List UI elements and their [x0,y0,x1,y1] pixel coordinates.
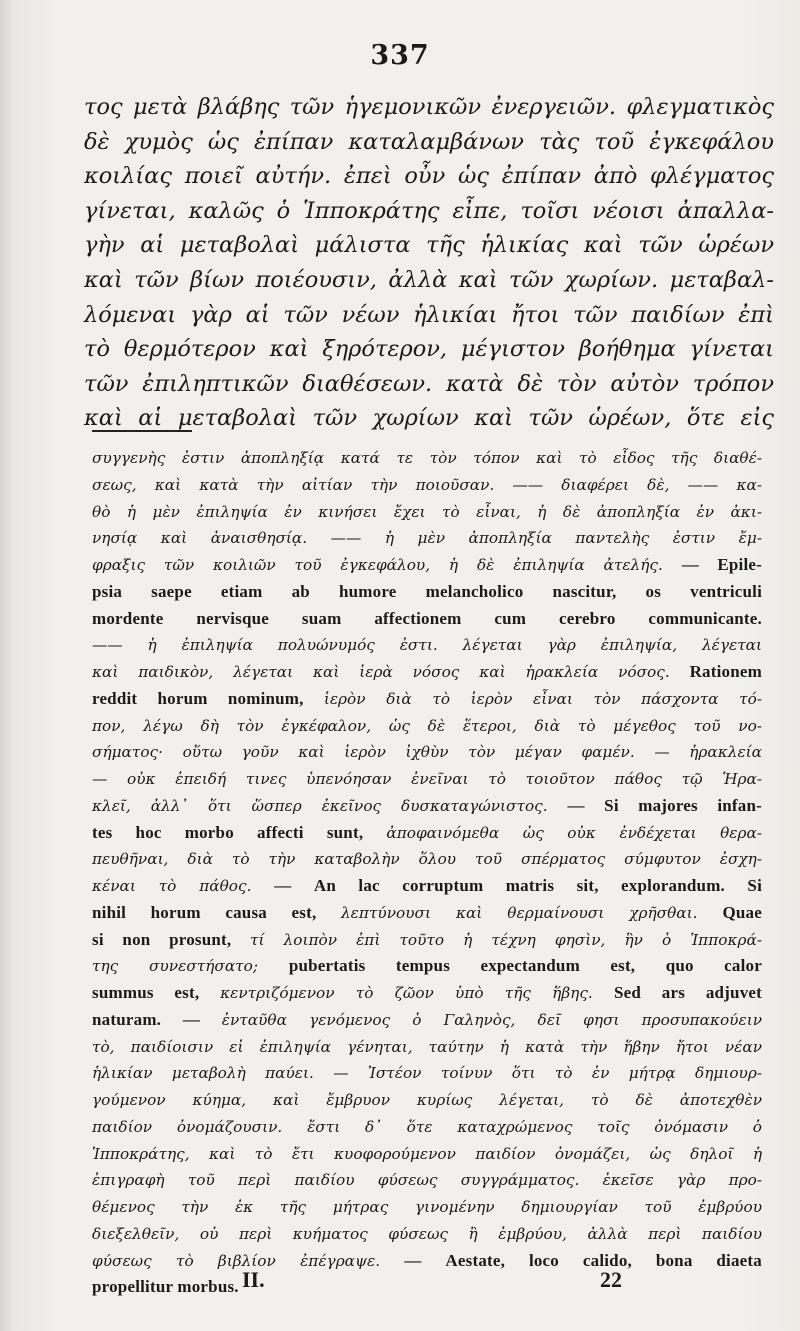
greek-segment: παιδίον ὀνομάζουσιν. ἔστι δ᾽ ὅτε καταχρώμενος τοῖς ὀνόμασιν ὁ [92,1117,762,1136]
greek-segment: τί λοιπὸν ἐπὶ τοῦτο ἡ τέχνη φησὶν, ἣν ὁ Ἱπποκρά- [250,930,762,949]
greek-segment: νησίᾳ καὶ ἀναισθησίᾳ. —— ἡ μὲν ἀποπληξία παντελὴς ἐστιν ἔμ- [92,529,762,548]
main-text-line: τὸ θερμότερον καὶ ξηρότερον, μέγιστον βοήθημα γίνεται [84,336,774,363]
main-text-line: κοιλίας ποιεῖ αὐτήν. ἐπεὶ οὖν ὡς ἐπίπαν ἀπὸ φλέγματος [84,163,774,190]
latin-segment: si non prosunt, [92,929,250,949]
latin-segment: tes hoc morbo affecti sunt, [92,822,387,842]
main-text-line: καὶ αἱ μεταβολαὶ τῶν χωρίων καὶ τῶν ὡρέων, ὅτε εἰς [84,405,774,432]
footnote-line [92,525,762,552]
latin-segment: summus est, [92,983,221,1002]
footnote-line [92,1221,762,1248]
latin-segment: — Aestate, loco calido, bona diaeta [404,1250,762,1270]
latin-segment: — Si majores infan- [567,795,762,815]
footnote-line [92,552,762,579]
latin-segment: pubertatis tempus expectandum est, quo calor [288,956,762,976]
footnote-line [92,873,762,900]
greek-segment: κλεῖ, ἀλλ᾽ ὅτι ὥσπερ ἐκεῖνος δυσκαταγώνιστος. [92,796,568,815]
footnote-line [92,606,762,633]
latin-segment: nihil horum causa est, [92,902,341,922]
greek-segment: της συνεστήσατο; [92,957,289,976]
footnote-line [92,1034,762,1061]
latin-segment: Sed ars adjuvet [613,983,763,1002]
latin-segment: psia saepe etiam ab humore melancholico nascitur, os ventriculi [92,581,762,601]
main-text-line: δὲ χυμὸς ὡς ἐπίπαν καταλαμβάνων τὰς τοῦ ἐγκεφάλου [84,128,774,155]
greek-segment: ἐνταῦθα γενόμενος ὁ Γαληνὸς, δεῖ φησι προσυπακούειν [221,1010,762,1029]
footnote-line [92,953,762,980]
greek-segment: ἀποφαινόμεθα ὡς οὐκ ἐνδέχεται θερα- [386,823,762,842]
greek-segment: φύσεως τὸ βιβλίον ἐπέγραψε. [92,1251,405,1270]
main-text-block [84,90,774,436]
footnote-line [92,445,762,472]
greek-segment: λεπτύνουσι καὶ θερμαίνουσι χρῆσθαι. [340,903,723,922]
greek-segment: κέναι τὸ πάθος. [92,877,275,895]
latin-segment: — Epile- [681,555,762,574]
footnote-line [92,820,762,847]
footnote-block [92,445,762,1301]
greek-segment: θέμενος τὴν ἐκ τῆς μήτρας γινομένην δημιουργίαν τοῦ ἐμβρύου [92,1198,762,1216]
footnote-line [92,739,762,766]
latin-segment: naturam. — [92,1009,222,1029]
greek-segment: κεντριζόμενον τὸ ζῶον ὑπὸ τῆς ἥβης. [220,984,614,1002]
footnote-line [92,686,762,713]
greek-segment: —— ἡ ἐπιληψία πολυώνυμός ἐστι. λέγεται γὰρ ἐπιληψία, λέγεται [92,636,762,655]
footnote-line [92,632,762,659]
footnote-line [92,846,762,873]
greek-segment: διεξελθεῖν, οὐ περὶ κυήματος φύσεως ἢ ἐμβρύου, ἀλλὰ περὶ παιδίου [92,1224,762,1243]
footnote-line [92,766,762,793]
footnote-line [92,1007,762,1034]
main-text-line: λόμεναι γὰρ αἱ τῶν νέων ἡλικίαι ἤτοι τῶν παιδίων ἐπὶ [84,301,774,328]
footnote-line [92,1274,762,1301]
footnote-line [92,927,762,954]
footnote-line [92,1087,762,1114]
greek-segment: θὸ ἡ μὲν ἐπιληψία ἐν κινήσει ἔχει τὸ εἶναι, ἡ δὲ ἀποπληξία ἐν ἀκι- [92,502,762,521]
footnote-separator [92,430,192,432]
footnote-line [92,1141,762,1168]
greek-segment: πευθῆναι, διὰ τὸ τὴν καταβολὴν ὅλου τοῦ σπέρματος σύμφυτον ἐσχη- [92,850,762,869]
greek-segment: σεως, καὶ κατὰ τὴν αἰτίαν τὴν ποιοῦσαν. —— διαφέρει δὲ, —— κα- [92,475,762,494]
greek-segment: πον, λέγω δὴ τὸν ἐγκέφαλον, ὡς δὲ ἕτεροι, διὰ τὸ μέγεθος τοῦ νο- [92,716,762,735]
greek-segment: σήματος· οὕτω γοῦν καὶ ἱερὸν ἰχθὺν τὸν μέγαν φαμέν. — ἡρακλεία [92,743,762,762]
footnote-line [92,579,762,606]
latin-segment: propellitur morbus. [92,1277,239,1297]
page-number: 337 [370,40,430,71]
footnote-line [92,1194,762,1221]
footnote-line [92,659,762,686]
footnote-line [92,1248,762,1275]
footnote-line [92,1167,762,1194]
main-text-line: γὴν αἱ μεταβολαὶ μάλιστα τῆς ἡλικίας καὶ τῶν ὡρέων [84,232,774,259]
latin-segment: Rationem [689,662,762,681]
greek-segment: — οὐκ ἐπειδή τινες ὑπενόησαν ἐνεῖναι τὸ τοιοῦτον πάθος τῷ Ἡρα- [92,770,762,788]
footnote-line [92,499,762,526]
latin-segment: Quae [722,902,762,922]
greek-segment: φραξις τῶν κοιλιῶν τοῦ ἐγκεφάλου, ἡ δὲ ἐπιληψία ἀτελής. [92,556,682,574]
latin-segment: mordente nervisque suam affectionem cum cerebro communicante. [92,608,762,628]
footnote-line [92,980,762,1007]
footnote-line [92,900,762,927]
footnote-line [92,713,762,740]
footnote-line [92,1114,762,1141]
main-text-line: τος μετὰ βλάβης τῶν ἡγεμονικῶν ἐνεργειῶν. φλεγματικὸς [84,94,774,120]
latin-segment: — An lac corruptum matris sit, explorandum. Si [274,876,762,895]
greek-segment: Ἱπποκράτης, καὶ τὸ ἔτι κυοφορούμενον παιδίον ὀνομάζει, ὡς δηλοῖ ἡ [92,1144,762,1163]
greek-segment: ἡλικίαν μεταβολὴ παύει. — Ἰστέον τοίνυν ὅτι τὸ ἐν μήτρᾳ δημιουρ- [92,1064,762,1083]
greek-segment: γούμενον κύημα, καὶ ἔμβρυον κυρίως λέγεται, τὸ δὲ ἀποτεχθὲν [92,1091,762,1109]
main-text-line: τῶν ἐπιληπτικῶν διαθέσεων. κατὰ δὲ τὸν αὐτὸν τρόπον [84,370,774,397]
greek-segment: ἐπιγραφὴ τοῦ περὶ παιδίου φύσεως συγγράμματος. ἐκεῖσε γὰρ προ- [92,1171,762,1190]
footnote-line [92,793,762,820]
greek-segment: τὸ, παιδίοισιν εἰ ἐπιληψία γένηται, ταύτην ἡ κατὰ τὴν ἥβην ἤτοι νέαν [92,1037,762,1056]
footnote-line [92,472,762,499]
footnote-line [92,1060,762,1087]
greek-segment: συγγενὴς ἐστιν ἀποπληξίᾳ κατά τε τὸν τόπον καὶ τὸ εἶδος τῆς διαθέ- [92,449,762,467]
sheet-number: 22 [600,1267,622,1292]
latin-segment: reddit horum nominum, [92,688,324,708]
greek-segment: ἱερὸν διὰ τὸ ἱερὸν εἶναι τὸν πάσχοντα τό- [323,689,762,708]
signature-mark: II. [242,1267,265,1292]
greek-segment: καὶ παιδικὸν, λέγεται καὶ ἱερὰ νόσος καὶ ἡρακλεία νόσος. [92,663,690,681]
main-text-line: καὶ τῶν βίων ποιέουσιν, ἀλλὰ καὶ τῶν χωρίων. μεταβαλ- [84,266,774,293]
main-text-line: γίνεται, καλῶς ὁ Ἱπποκράτης εἶπε, τοῖσι νέοισι ἀπαλλα- [84,197,774,224]
